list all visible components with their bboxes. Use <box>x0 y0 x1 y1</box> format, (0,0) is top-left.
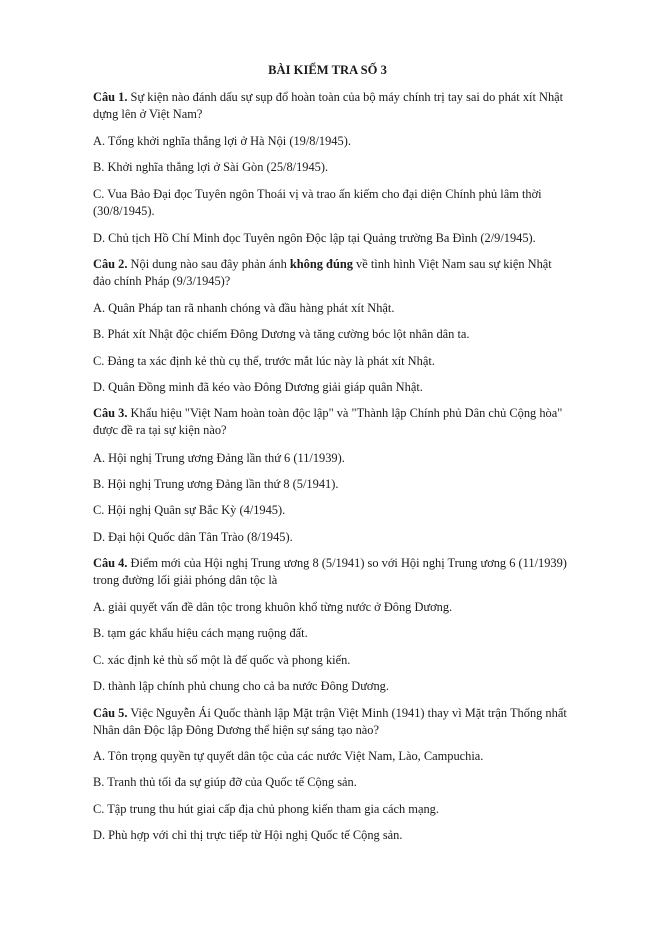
question-1-option-a: A. Tổng khởi nghĩa thắng lợi ở Hà Nội (19/8/1945). <box>93 134 351 148</box>
question-text: Sự kiện nào đánh dấu sự sụp đổ hoàn toàn của bộ máy chính trị tay sai do phát xít Nhật dựng lên ở Việt Nam? <box>93 90 564 121</box>
question-2-option-b: B. Phát xít Nhật độc chiếm Đông Dương và tăng cường bóc lột nhân dân ta. <box>93 327 470 341</box>
document-title: BÀI KIỂM TRA SỐ 3 <box>268 63 387 77</box>
question-3-option-b: B. Hội nghị Trung ương Đảng lần thứ 8 (5/1941). <box>93 477 339 491</box>
question-3-option-a: A. Hội nghị Trung ương Đảng lần thứ 6 (11/1939). <box>93 451 345 465</box>
question-3-stem <box>93 405 571 439</box>
question-2-option-d: D. Quân Đồng minh đã kéo vào Đông Dương giải giáp quân Nhật. <box>93 380 423 394</box>
question-5-option-b: B. Tranh thủ tối đa sự giúp đỡ của Quốc tế Cộng sản. <box>93 775 357 789</box>
question-text-emphasis: không đúng <box>289 257 353 271</box>
question-text: Khẩu hiệu "Việt Nam hoàn toàn độc lập" và "Thành lập Chính phủ Dân chủ Cộng hòa" được đề ra tại sự kiện nào? <box>93 406 563 437</box>
question-1-option-d: D. Chủ tịch Hồ Chí Minh đọc Tuyên ngôn Độc lập tại Quảng trường Ba Đình (2/9/1945). <box>93 231 536 245</box>
question-4-option-b: B. tạm gác khẩu hiệu cách mạng ruộng đất. <box>93 626 308 640</box>
question-number: Câu 1. <box>93 90 128 104</box>
question-number: Câu 3. <box>93 406 128 420</box>
question-number: Câu 4. <box>93 556 128 570</box>
question-1-stem <box>93 89 571 123</box>
question-text-after: về tình hình Việt Nam sau sự kiện Nhật đảo chính Pháp (9/3/1945)? <box>93 257 552 288</box>
question-2-stem <box>93 256 571 290</box>
question-4-option-c: C. xác định kẻ thù số một là đế quốc và phong kiến. <box>93 653 351 667</box>
question-5-option-d: D. Phù hợp với chỉ thị trực tiếp từ Hội nghị Quốc tế Cộng sản. <box>93 828 403 842</box>
question-2-option-a: A. Quân Pháp tan rã nhanh chóng và đầu hàng phát xít Nhật. <box>93 301 395 315</box>
question-2-option-c: C. Đảng ta xác định kẻ thù cụ thể, trước mắt lúc này là phát xít Nhật. <box>93 354 435 368</box>
question-4-option-a: A. giải quyết vấn đề dân tộc trong khuôn khổ từng nước ở Đông Dương. <box>93 600 453 614</box>
question-number: Câu 5. <box>93 706 128 720</box>
question-5-option-c: C. Tập trung thu hút giai cấp địa chủ phong kiến tham gia cách mạng. <box>93 802 439 816</box>
question-text: Việc Nguyễn Ái Quốc thành lập Mặt trận Việt Minh (1941) thay vì Mặt trận Thống nhất Nhân dân Độc lập Đông Dương thể hiện sự sáng tạo nào? <box>93 706 567 737</box>
question-5-stem <box>93 705 571 739</box>
question-text: Điểm mới của Hội nghị Trung ương 8 (5/1941) so với Hội nghị Trung ương 6 (11/1939) trong đường lối giải phóng dân tộc là <box>93 556 567 587</box>
question-text-before: Nội dung nào sau đây phản ánh <box>130 257 287 271</box>
question-4-stem <box>93 555 571 589</box>
question-5-option-a: A. Tôn trọng quyền tự quyết dân tộc của các nước Việt Nam, Lào, Campuchia. <box>93 749 484 763</box>
question-1-option-c: C. Vua Bảo Đại đọc Tuyên ngôn Thoái vị và trao ấn kiếm cho đại diện Chính phủ lâm thời (30/8/1945). <box>93 187 542 218</box>
question-4-option-d: D. thành lập chính phủ chung cho cả ba nước Đông Dương. <box>93 679 389 693</box>
question-1-option-b: B. Khởi nghĩa thắng lợi ở Sài Gòn (25/8/1945). <box>93 160 329 174</box>
question-number: Câu 2. <box>93 257 128 271</box>
question-3-option-c: C. Hội nghị Quân sự Bắc Kỳ (4/1945). <box>93 503 286 517</box>
question-3-option-d: D. Đại hội Quốc dân Tân Trào (8/1945). <box>93 530 293 544</box>
